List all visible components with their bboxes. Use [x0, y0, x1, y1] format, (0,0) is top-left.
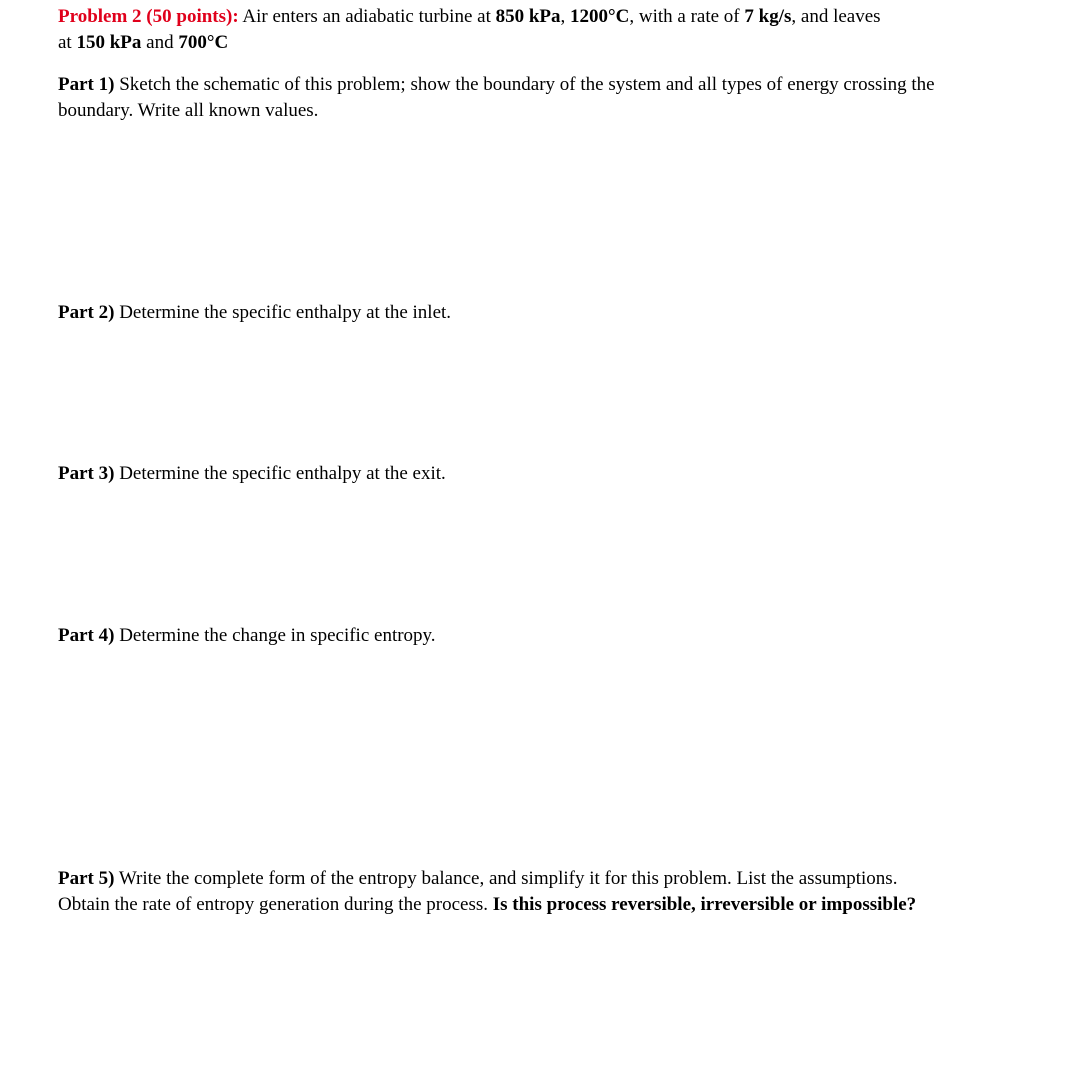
part-1-line-1 — [58, 72, 1033, 98]
part-2-text: Determine the specific enthalpy at the inlet. — [114, 302, 452, 323]
part-5-line-1 — [58, 866, 1033, 892]
problem-label: Problem 2 (50 points): — [58, 6, 239, 27]
part-3-label: Part 3) — [58, 463, 115, 484]
mass-flow-rate: 7 kg/s — [744, 6, 792, 27]
problem-text-4: , and leaves — [791, 6, 881, 27]
part-5-text-2: Obtain the rate of entropy generation during the process. — [58, 894, 493, 915]
part-2 — [58, 300, 1033, 326]
inlet-temperature: 1200°C — [570, 6, 630, 27]
exit-temperature: 700°C — [178, 32, 229, 53]
part-3 — [58, 461, 1033, 487]
part-1-text-1: Sketch the schematic of this problem; show the boundary of the system and all types of energy crossing the — [114, 74, 935, 95]
part-5 — [58, 866, 1033, 918]
part-1-line-2: boundary. Write all known values. — [58, 100, 319, 121]
problem-statement — [58, 4, 1033, 56]
part-4-line — [58, 623, 1033, 649]
part-2-line — [58, 300, 1033, 326]
part-3-line — [58, 461, 1033, 487]
part-1 — [58, 72, 1033, 124]
part-4-text: Determine the change in specific entropy. — [114, 625, 436, 646]
problem-text-5: at — [58, 32, 77, 53]
problem-text-3: , with a rate of — [629, 6, 745, 27]
problem-text-2: , — [560, 6, 571, 27]
part-2-label: Part 2) — [58, 302, 115, 323]
problem-line-1 — [58, 4, 1033, 30]
part-3-text: Determine the specific enthalpy at the exit. — [114, 463, 446, 484]
part-5-text-1: Write the complete form of the entropy balance, and simplify it for this problem. List the assumptions. — [114, 868, 898, 889]
part-4-label: Part 4) — [58, 625, 115, 646]
problem-line-2 — [58, 30, 1033, 56]
part-1-label: Part 1) — [58, 74, 115, 95]
problem-text-1: Air enters an adiabatic turbine at — [238, 6, 496, 27]
part-4 — [58, 623, 1033, 649]
exit-pressure: 150 kPa — [76, 32, 142, 53]
problem-text-6: and — [141, 32, 179, 53]
part-5-label: Part 5) — [58, 868, 115, 889]
part-5-line-2 — [58, 892, 1033, 918]
part-5-question: Is this process reversible, irreversible or impossible? — [492, 894, 917, 915]
inlet-pressure: 850 kPa — [495, 6, 561, 27]
